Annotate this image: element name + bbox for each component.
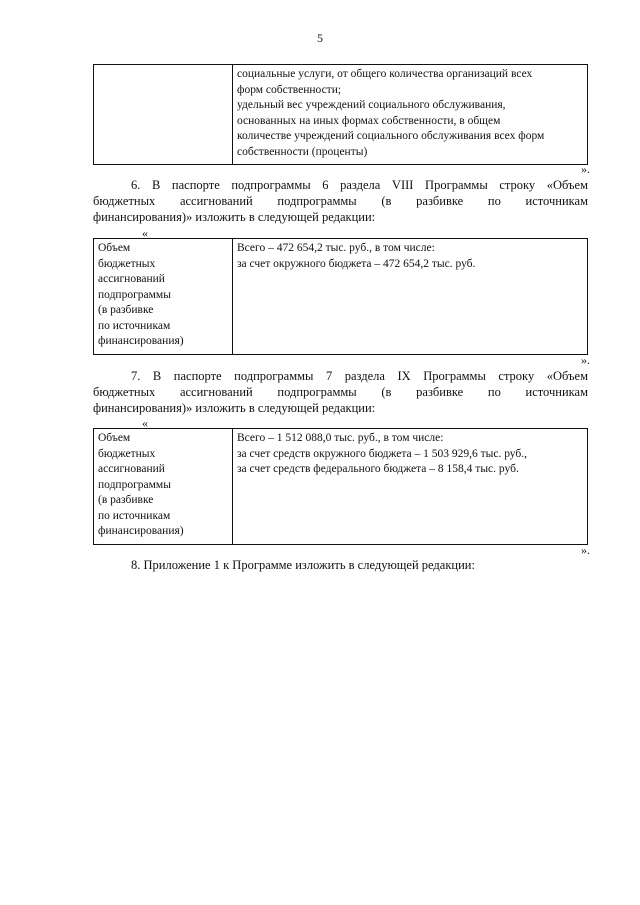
table1-line: собственности (проценты) <box>237 145 368 158</box>
table6-left-line: (в разбивке <box>98 304 154 316</box>
table-indicators-continuation <box>93 64 588 165</box>
table7-left-line: (в разбивке <box>98 494 154 506</box>
opening-quote-7: « <box>142 416 148 430</box>
table6-left-line: бюджетных <box>98 257 156 270</box>
section-7-line: 7. В паспорте подпрограммы 7 раздела IX Программы строку «Объем <box>131 369 588 383</box>
table7-right-line: за счет средств федерального бюджета – 8 158,4 тыс. руб. <box>237 463 519 475</box>
table7-right-line: Всего – 1 512 088,0 тыс. руб., в том числе: <box>237 432 444 444</box>
table6-left-line: ассигнований <box>98 273 165 285</box>
page-number: 5 <box>317 31 323 45</box>
table7-left-line: финансирования) <box>98 525 184 537</box>
table7-left-line: Объем <box>98 432 131 444</box>
closing-quote-1: ». <box>581 162 590 176</box>
section-6-line: 6. В паспорте подпрограммы 6 раздела VIII Программы строку «Объем <box>131 178 588 192</box>
closing-quote-6: ». <box>581 353 590 367</box>
closing-quote-7: ». <box>581 543 590 557</box>
table6-left-line: финансирования) <box>98 335 184 347</box>
table7-left-cell <box>94 429 233 545</box>
table6-right-line: Всего – 472 654,2 тыс. руб., в том числе: <box>237 242 435 254</box>
section-8-line: 8. Приложение 1 к Программе изложить в следующей редакции: <box>131 558 475 572</box>
section-6-line: финансирования)» изложить в следующей редакции: <box>93 210 376 224</box>
section-7-paragraph <box>93 368 588 416</box>
section-7-line: финансирования)» изложить в следующей редакции: <box>93 401 376 415</box>
table7-right-cell <box>233 429 588 545</box>
table1-line: удельный вес учреждений социального обслуживания, <box>237 99 506 111</box>
table7-left-line: бюджетных <box>98 447 156 460</box>
section-6-line: бюджетных ассигнований подпрограммы (в разбивке по источникам <box>93 194 588 208</box>
table6-left-line: подпрограммы <box>98 288 171 301</box>
table6-left-line: по источникам <box>98 319 171 332</box>
section-7-line: бюджетных ассигнований подпрограммы (в разбивке по источникам <box>93 385 588 399</box>
table1-line: количестве учреждений социального обслуживания всех форм <box>237 130 545 142</box>
table-section-7 <box>93 428 588 545</box>
section-8-paragraph <box>93 557 588 573</box>
table6-left-cell <box>94 239 233 355</box>
table7-left-line: подпрограммы <box>98 478 171 491</box>
table1-line: социальные услуги, от общего количества организаций всех <box>237 68 533 80</box>
table1-line: основанных на иных формах собственности, в общем <box>237 114 501 127</box>
table6-left-line: Объем <box>98 242 131 254</box>
table7-right-line: за счет средств окружного бюджета – 1 503 929,6 тыс. руб., <box>237 447 527 460</box>
table6-right-line: за счет окружного бюджета – 472 654,2 тыс. руб. <box>237 257 476 270</box>
table1-line: форм собственности; <box>237 83 342 96</box>
table7-left-line: ассигнований <box>98 463 165 475</box>
table1-left-cell <box>94 65 233 165</box>
table7-left-line: по источникам <box>98 509 171 522</box>
table1-right-cell <box>233 65 588 165</box>
opening-quote-6: « <box>142 226 148 240</box>
table-section-6 <box>93 238 588 355</box>
table6-right-cell <box>233 239 588 355</box>
section-6-paragraph <box>93 177 588 225</box>
